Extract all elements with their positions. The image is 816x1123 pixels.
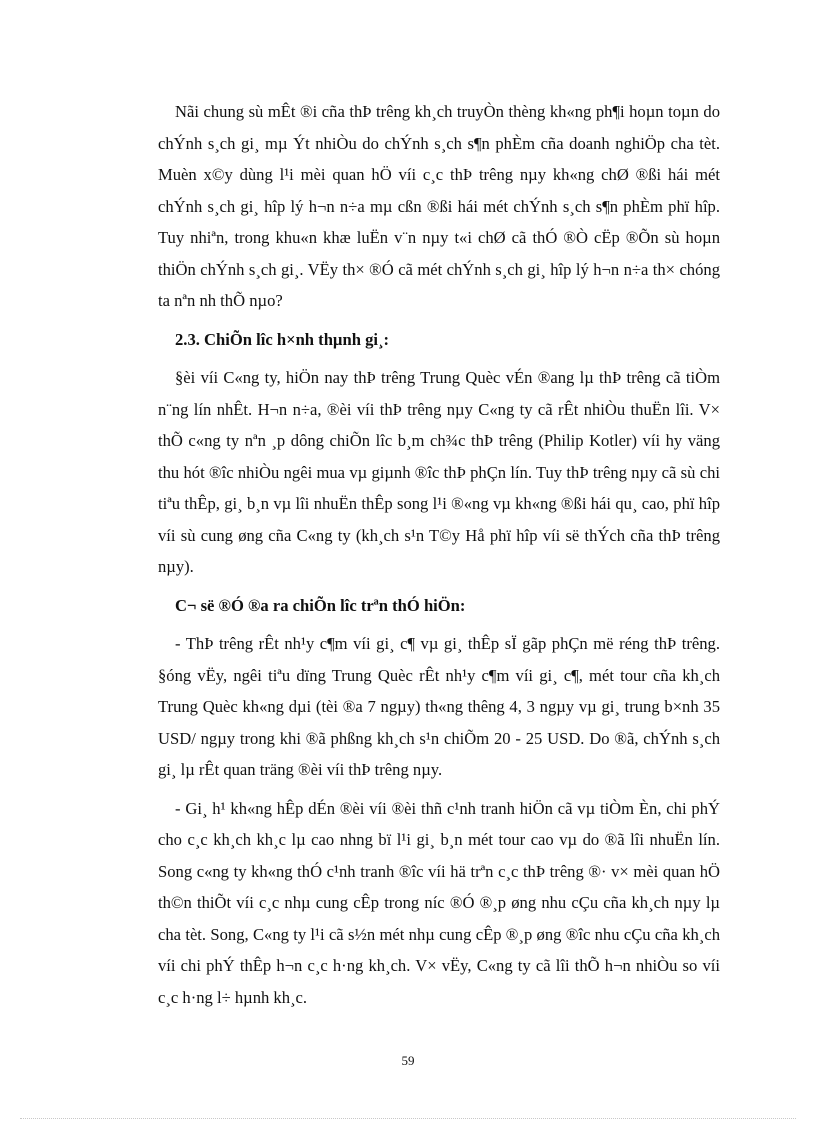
page-number: 59 [401,1053,415,1068]
paragraph-intro: Nãi chung sù mÊt ®i cña thÞ trêng kh¸ch truyÒn thèng kh«ng ph¶i hoµn toµn do chÝnh s¸ch gi¸ mµ Ýt nhiÒu do chÝnh s¸ch s¶n phÈm cña doanh nghiÖp cha tèt. Muèn x©y dùng l¹i mèi quan hÖ víi c¸c thÞ trêng nµy kh«ng chØ ®ßi hái mét chÝnh s¸ch gi¸ hîp lý h¬n n÷a mµ cßn ®ßi hái mét chÝnh s¸ch s¶n phÈm phï hîp. Tuy nhiªn, trong khu«n khæ luËn v¨n nµy t«i chØ cã thÓ ®Ò cËp ®Õn sù hoµn thiÖn chÝnh s¸ch gi¸. VËy th× ®Ó cã mét chÝnh s¸ch gi¸ hîp lý h¬n n÷a th× chóng ta nªn nh thÕ nµo? [158,102,725,310]
paragraph-strategy: §èi víi C«ng ty, hiÖn nay thÞ trêng Trung Quèc vÉn ®ang lµ thÞ trêng cã tiÒm n¨ng lín nhÊt. H¬n n÷a, ®èi víi thÞ trêng nµy C«ng ty cã rÊt nhiÒu thuËn lîi. V× thÕ c«ng ty nªn ¸p dông chiÕn lîc b¸m ch¾c thÞ trêng (Philip Kotler) víi hy väng thu hót ®îc nhiÒu ngêi mua vµ giµnh ®îc thÞ phÇn lín. Tuy thÞ trêng nµy cã sù chi tiªu thÊp, gi¸ b¸n vµ lîi nhuËn thÊp song l¹i ®«ng vµ kh«ng ®ßi hái qu¸ cao, phï hîp víi sù cung øng cña C«ng ty (kh¸ch s¹n T©y Hå phï hîp víi së thÝch cña thÞ trêng nµy). [158,368,725,576]
paragraph-price-sensitivity: - ThÞ trêng rÊt nh¹y c¶m víi gi¸ c¶ vµ gi¸ thÊp sÏ gãp phÇn më réng thÞ trêng. §óng vËy, ngêi tiªu dïng Trung Quèc rÊt nh¹y c¶m víi gi¸ c¶, mét tour cña kh¸ch Trung Quèc kh«ng dµi (tèi ®a 7 ngµy) th«ng thêng 4, 3 ngµy vµ gi¸ trung b×nh 35 USD/ ngµy trong khi ®ã phßng kh¸ch s¹n chiÕm 20 - 25 USD. Do ®ã, chÝnh s¸ch gi¸ lµ rÊt quan träng ®èi víi thÞ trêng nµy. [158,634,725,779]
body-text [158,96,725,1020]
page-bottom-divider [20,1118,796,1119]
section-heading-2-3: 2.3. ChiÕn lîc h×nh thµnh gi¸: [175,329,390,349]
paragraph-low-price: - Gi¸ h¹ kh«ng hÊp dÉn ®èi víi ®èi thñ c¹nh tranh hiÖn cã vµ tiÒm Èn, chi phÝ cho c¸c kh¸ch kh¸c lµ cao nhng bï l¹i gi¸ b¸n mét tour cao vµ do ®ã lîi nhuËn lín. Song c«ng ty kh«ng thÓ c¹nh tranh ®îc víi hä trªn c¸c thÞ trêng ®· v× mèi quan hÖ th©n thiÕt víi c¸c nhµ cung cÊp trong níc ®Ó ®¸p øng nhu cÇu cña kh¸ch nµy lµ cha tèt. Song, C«ng ty l¹i cã s½n mét nhµ cung cÊp ®¸p øng ®îc nhu cÇu cña kh¸ch víi chi phÝ thÊp h¬n c¸c h·ng kh¸ch. V× vËy, C«ng ty cã lîi thÕ h¬n nhiÒu so víi c¸c h·ng l÷ hµnh kh¸c. [158,798,725,1007]
subheading-basis: C¬ së ®Ó ®a ra chiÕn lîc trªn thÓ hiÖn: [175,595,466,615]
